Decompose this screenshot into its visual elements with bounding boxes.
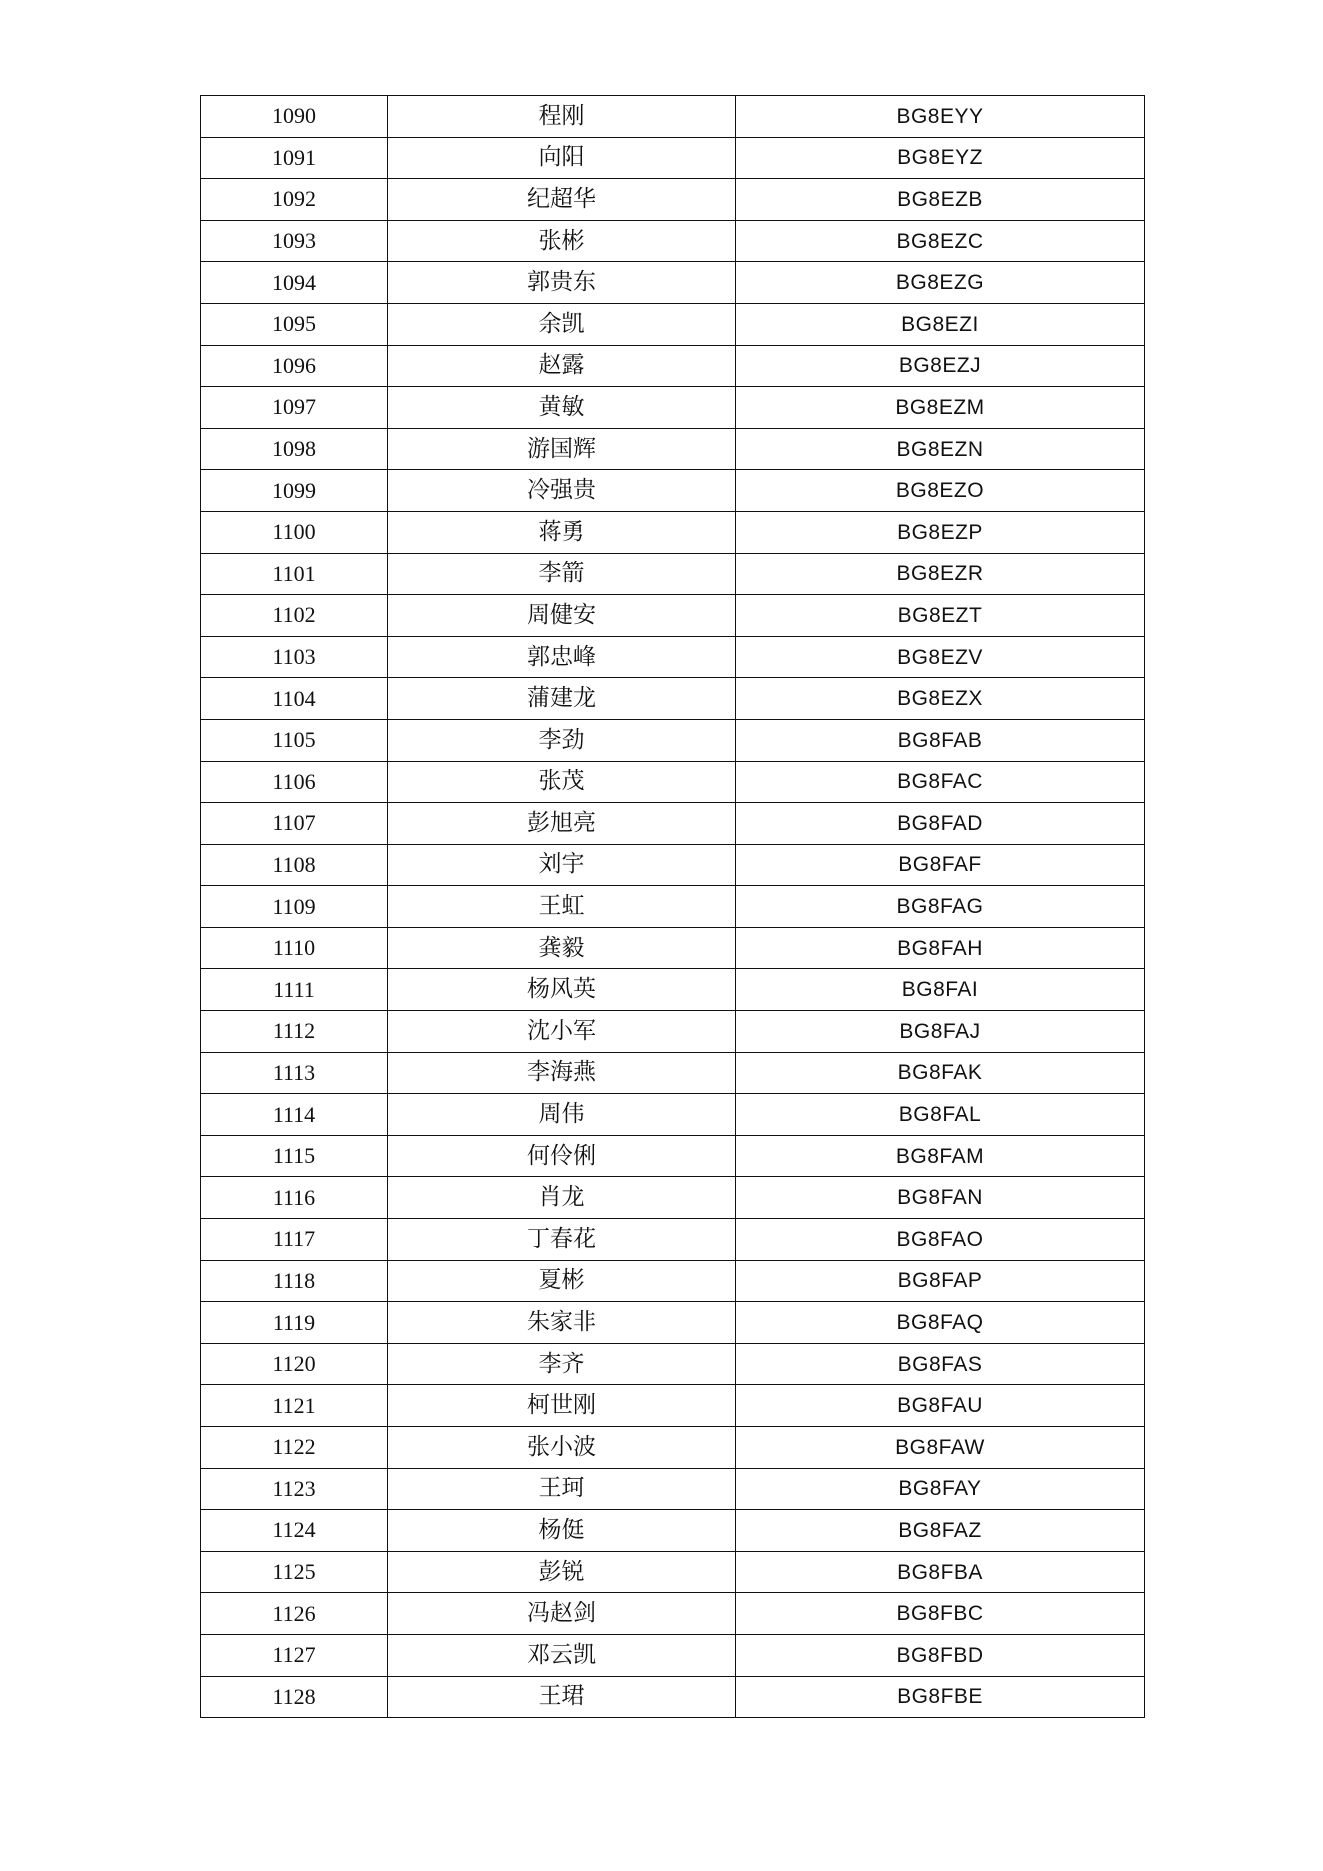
index-cell: 1120 xyxy=(201,1343,388,1385)
index-cell: 1116 xyxy=(201,1177,388,1219)
table-row xyxy=(201,1468,1145,1510)
table-row xyxy=(201,1011,1145,1053)
callsign-cell: BG8EZR xyxy=(736,553,1145,595)
name-cell: 王珂 xyxy=(388,1468,736,1510)
callsign-cell: BG8EZO xyxy=(736,470,1145,512)
callsign-cell: BG8FAM xyxy=(736,1135,1145,1177)
table-row xyxy=(201,345,1145,387)
callsign-cell: BG8EZM xyxy=(736,387,1145,429)
table-row xyxy=(201,927,1145,969)
name-cell: 王珺 xyxy=(388,1676,736,1718)
callsign-cell: BG8FAK xyxy=(736,1052,1145,1094)
callsign-cell: BG8EZB xyxy=(736,179,1145,221)
index-cell: 1111 xyxy=(201,969,388,1011)
index-cell: 1106 xyxy=(201,761,388,803)
table-row xyxy=(201,844,1145,886)
index-cell: 1105 xyxy=(201,719,388,761)
table-row xyxy=(201,595,1145,637)
name-cell: 郭贵东 xyxy=(388,262,736,304)
index-cell: 1102 xyxy=(201,595,388,637)
table-row xyxy=(201,1551,1145,1593)
table-row xyxy=(201,1094,1145,1136)
callsign-cell: BG8FBD xyxy=(736,1634,1145,1676)
table-row xyxy=(201,761,1145,803)
name-cell: 黄敏 xyxy=(388,387,736,429)
name-cell: 冷强贵 xyxy=(388,470,736,512)
table-row xyxy=(201,1302,1145,1344)
name-cell: 李劲 xyxy=(388,719,736,761)
name-cell: 张彬 xyxy=(388,220,736,262)
callsign-cell: BG8FAC xyxy=(736,761,1145,803)
table-row xyxy=(201,886,1145,928)
name-cell: 赵露 xyxy=(388,345,736,387)
callsign-cell: BG8EZN xyxy=(736,428,1145,470)
table-row xyxy=(201,1219,1145,1261)
table-row xyxy=(201,1135,1145,1177)
callsign-cell: BG8FAH xyxy=(736,927,1145,969)
index-cell: 1126 xyxy=(201,1593,388,1635)
index-cell: 1108 xyxy=(201,844,388,886)
callsign-cell: BG8FAD xyxy=(736,803,1145,845)
table-row xyxy=(201,1052,1145,1094)
name-cell: 彭锐 xyxy=(388,1551,736,1593)
callsign-cell: BG8FAI xyxy=(736,969,1145,1011)
name-cell: 周伟 xyxy=(388,1094,736,1136)
name-cell: 蒲建龙 xyxy=(388,678,736,720)
table-row xyxy=(201,262,1145,304)
name-cell: 李齐 xyxy=(388,1343,736,1385)
name-cell: 游国辉 xyxy=(388,428,736,470)
table-row xyxy=(201,1593,1145,1635)
table-row xyxy=(201,803,1145,845)
index-cell: 1093 xyxy=(201,220,388,262)
index-cell: 1098 xyxy=(201,428,388,470)
name-cell: 张小波 xyxy=(388,1427,736,1469)
table-row xyxy=(201,636,1145,678)
callsign-cell: BG8FBE xyxy=(736,1676,1145,1718)
index-cell: 1100 xyxy=(201,511,388,553)
table-row xyxy=(201,1260,1145,1302)
callsign-cell: BG8FAP xyxy=(736,1260,1145,1302)
index-cell: 1127 xyxy=(201,1634,388,1676)
callsign-cell: BG8FAS xyxy=(736,1343,1145,1385)
index-cell: 1121 xyxy=(201,1385,388,1427)
index-cell: 1123 xyxy=(201,1468,388,1510)
name-cell: 朱家非 xyxy=(388,1302,736,1344)
callsign-cell: BG8FAY xyxy=(736,1468,1145,1510)
name-cell: 丁春花 xyxy=(388,1219,736,1261)
index-cell: 1119 xyxy=(201,1302,388,1344)
name-cell: 冯赵剑 xyxy=(388,1593,736,1635)
callsign-table xyxy=(200,95,1145,1718)
name-cell: 刘宇 xyxy=(388,844,736,886)
callsign-cell: BG8EZC xyxy=(736,220,1145,262)
name-cell: 杨风英 xyxy=(388,969,736,1011)
index-cell: 1097 xyxy=(201,387,388,429)
callsign-cell: BG8EYY xyxy=(736,96,1145,138)
table-row xyxy=(201,553,1145,595)
index-cell: 1092 xyxy=(201,179,388,221)
name-cell: 李箭 xyxy=(388,553,736,595)
name-cell: 郭忠峰 xyxy=(388,636,736,678)
index-cell: 1091 xyxy=(201,137,388,179)
name-cell: 余凯 xyxy=(388,303,736,345)
name-cell: 杨侹 xyxy=(388,1510,736,1552)
name-cell: 肖龙 xyxy=(388,1177,736,1219)
name-cell: 何伶俐 xyxy=(388,1135,736,1177)
index-cell: 1095 xyxy=(201,303,388,345)
callsign-cell: BG8FAL xyxy=(736,1094,1145,1136)
name-cell: 夏彬 xyxy=(388,1260,736,1302)
callsign-cell: BG8EZV xyxy=(736,636,1145,678)
callsign-table-body xyxy=(201,96,1145,1718)
callsign-cell: BG8FBA xyxy=(736,1551,1145,1593)
callsign-cell: BG8FAU xyxy=(736,1385,1145,1427)
name-cell: 向阳 xyxy=(388,137,736,179)
index-cell: 1110 xyxy=(201,927,388,969)
index-cell: 1109 xyxy=(201,886,388,928)
callsign-cell: BG8FAG xyxy=(736,886,1145,928)
callsign-cell: BG8FAJ xyxy=(736,1011,1145,1053)
name-cell: 邓云凯 xyxy=(388,1634,736,1676)
callsign-cell: BG8EZX xyxy=(736,678,1145,720)
table-row xyxy=(201,428,1145,470)
callsign-cell: BG8FAN xyxy=(736,1177,1145,1219)
index-cell: 1122 xyxy=(201,1427,388,1469)
table-row xyxy=(201,1385,1145,1427)
table-row xyxy=(201,511,1145,553)
table-row xyxy=(201,1343,1145,1385)
table-row xyxy=(201,678,1145,720)
callsign-cell: BG8FBC xyxy=(736,1593,1145,1635)
index-cell: 1104 xyxy=(201,678,388,720)
table-row xyxy=(201,1510,1145,1552)
table-row xyxy=(201,1676,1145,1718)
table-row xyxy=(201,137,1145,179)
index-cell: 1107 xyxy=(201,803,388,845)
table-row xyxy=(201,719,1145,761)
callsign-cell: BG8EYZ xyxy=(736,137,1145,179)
table-row xyxy=(201,220,1145,262)
name-cell: 龚毅 xyxy=(388,927,736,969)
name-cell: 周健安 xyxy=(388,595,736,637)
callsign-cell: BG8EZI xyxy=(736,303,1145,345)
callsign-cell: BG8FAO xyxy=(736,1219,1145,1261)
name-cell: 蒋勇 xyxy=(388,511,736,553)
callsign-cell: BG8EZG xyxy=(736,262,1145,304)
table-row xyxy=(201,303,1145,345)
callsign-cell: BG8FAF xyxy=(736,844,1145,886)
name-cell: 柯世刚 xyxy=(388,1385,736,1427)
index-cell: 1117 xyxy=(201,1219,388,1261)
index-cell: 1112 xyxy=(201,1011,388,1053)
index-cell: 1113 xyxy=(201,1052,388,1094)
index-cell: 1115 xyxy=(201,1135,388,1177)
callsign-cell: BG8EZJ xyxy=(736,345,1145,387)
callsign-cell: BG8FAW xyxy=(736,1427,1145,1469)
name-cell: 纪超华 xyxy=(388,179,736,221)
table-row xyxy=(201,387,1145,429)
name-cell: 李海燕 xyxy=(388,1052,736,1094)
table-row xyxy=(201,1634,1145,1676)
table-row xyxy=(201,179,1145,221)
index-cell: 1124 xyxy=(201,1510,388,1552)
name-cell: 程刚 xyxy=(388,96,736,138)
table-row xyxy=(201,1177,1145,1219)
table-row xyxy=(201,470,1145,512)
index-cell: 1128 xyxy=(201,1676,388,1718)
index-cell: 1103 xyxy=(201,636,388,678)
table-row xyxy=(201,1427,1145,1469)
index-cell: 1101 xyxy=(201,553,388,595)
callsign-cell: BG8EZT xyxy=(736,595,1145,637)
name-cell: 王虹 xyxy=(388,886,736,928)
index-cell: 1099 xyxy=(201,470,388,512)
name-cell: 彭旭亮 xyxy=(388,803,736,845)
index-cell: 1090 xyxy=(201,96,388,138)
table-row xyxy=(201,96,1145,138)
table-row xyxy=(201,969,1145,1011)
name-cell: 张茂 xyxy=(388,761,736,803)
index-cell: 1118 xyxy=(201,1260,388,1302)
callsign-cell: BG8EZP xyxy=(736,511,1145,553)
name-cell: 沈小军 xyxy=(388,1011,736,1053)
index-cell: 1094 xyxy=(201,262,388,304)
callsign-cell: BG8FAZ xyxy=(736,1510,1145,1552)
index-cell: 1096 xyxy=(201,345,388,387)
index-cell: 1114 xyxy=(201,1094,388,1136)
callsign-cell: BG8FAQ xyxy=(736,1302,1145,1344)
callsign-cell: BG8FAB xyxy=(736,719,1145,761)
index-cell: 1125 xyxy=(201,1551,388,1593)
